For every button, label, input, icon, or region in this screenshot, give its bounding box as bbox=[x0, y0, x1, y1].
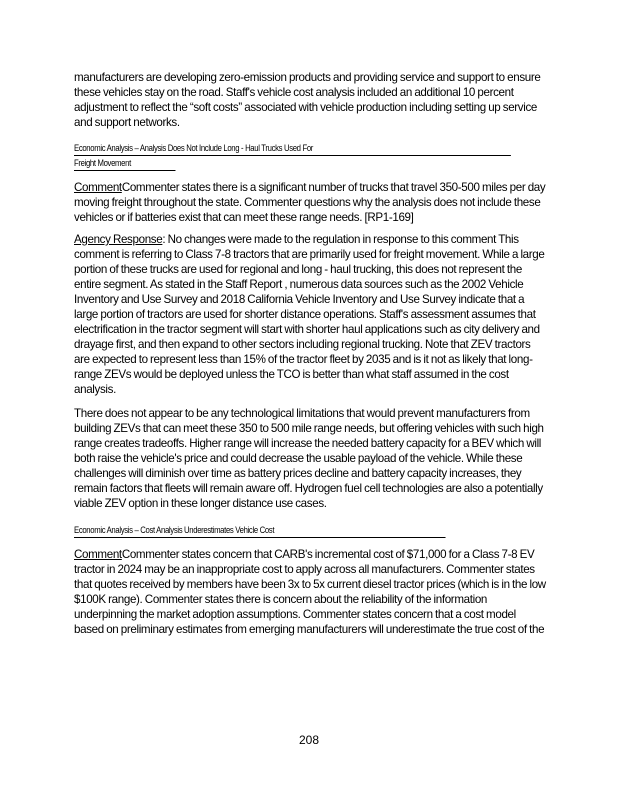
document-page bbox=[74, 70, 546, 637]
agency-response-paragraph-2: There does not appear to be any technological limitations that would prevent manufacturers from building ZEVs that can meet these 350 to 500 mile range needs, but offering vehicles with such high range creates tradeoffs. Higher range will increase the needed battery capacity for a BEV which will both raise the vehicle's price and could decrease the usable payload of the vehicle. While these challenges will diminish over time as battery prices decline and battery capacity increases, they remain factors that fleets will remain aware off. Hydrogen fuel cell technologies are also a potentially viable ZEV option in these longer distance use cases. bbox=[74, 407, 544, 510]
comment-paragraph-1 bbox=[74, 180, 546, 225]
section-heading-long-haul bbox=[74, 141, 480, 171]
comment-label: Comment bbox=[74, 181, 122, 194]
agency-response-paragraph-1 bbox=[74, 232, 546, 397]
comment-text-2: Commenter states concern that CARB's incremental cost of $71,000 for a Class 7-8 EV tractor in 2024 may be an inappropriate cost to apply across all manufacturers. Commenter states that quotes received by members have been 3x to 5x current diesel tractor prices (which is in the low $100K range). Commenter states there is concern about the reliability of the information underpinning the market adoption assumptions. Commenter states concern that a cost model based on preliminary estimates from emerging manufacturers will underestimate the true cost of the bbox=[74, 548, 546, 636]
comment-paragraph-2 bbox=[74, 547, 546, 637]
heading-line-1: Economic Analysis – Analysis Does Not Include Long - Haul Trucks Used For bbox=[74, 141, 511, 156]
comment-label-2: Comment bbox=[74, 548, 122, 561]
intro-paragraph: manufacturers are developing zero-emission products and providing service and support to ensure these vehicles stay on the road. Staff's vehicle cost analysis included an additional 10 percent adjustment to reflect the “soft costs” associated with vehicle production including setting up service and support networks. bbox=[74, 71, 541, 129]
agency-response-text: : No changes were made to the regulation in response to this comment This comment is referring to Class 7-8 tractors that are primarily used for freight movement. While a large portion of these trucks are used for regional and long - haul trucking, this does not represent the entire segment. As stated in the Staff Report , numerous data sources such as the 2002 Vehicle Inventory and Use Survey and 2018 California Vehicle Inventory and Use Survey indicate that a large portion of tractors are used for shorter distance operations. Staff's assessment assumes that electrification in the tractor segment will start with shorter haul applications such as city delivery and drayage first, and then expand to other sectors including regional trucking. Note that ZEV tractors are expected to represent less than 15% of the tractor fleet by 2035 and is it not as likely that long-range ZEVs would be deployed unless the TCO is better than what staff assumed in the cost analysis. bbox=[74, 233, 545, 396]
agency-response-label: Agency Response bbox=[74, 233, 163, 246]
page-number: 208 bbox=[298, 733, 320, 747]
section-heading-cost bbox=[74, 523, 480, 538]
heading-line-2: Freight Movement bbox=[74, 156, 175, 171]
comment-text: Commenter states there is a significant number of trucks that travel 350-500 miles per day moving freight throughout the state. Commenter questions why the analysis does not include these vehicles or if batteries exist that can meet these range needs. [RP1-169] bbox=[74, 181, 546, 224]
heading-2-line: Economic Analysis – Cost Analysis Underestimates Vehicle Cost bbox=[74, 523, 446, 538]
